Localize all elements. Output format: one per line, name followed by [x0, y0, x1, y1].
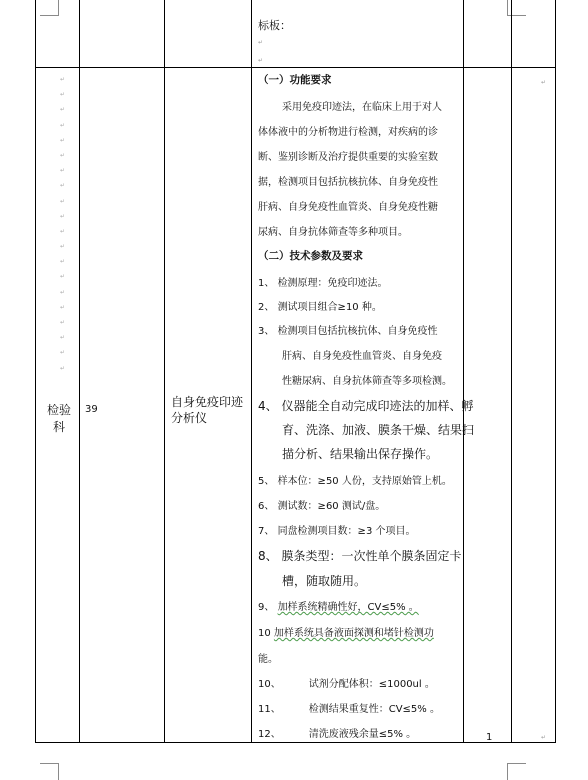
param-no: 8、: [258, 549, 278, 563]
function-line-2: 体体液中的分析物进行检测，对疾病的诊: [258, 127, 438, 138]
row-line-2: [35, 742, 556, 743]
pmark: ↵: [60, 197, 66, 205]
quantity: 1: [486, 732, 493, 743]
param-text: 试剂分配体积：≤1000ul 。: [308, 679, 435, 690]
param-text: 仪器能全自动完成印迹法的加样、孵: [281, 399, 474, 413]
crop-mark-bottom-left-h: [40, 763, 59, 764]
param-10: [258, 624, 434, 639]
param-no: 6、: [258, 501, 275, 512]
crop-mark-bottom-right: [507, 763, 508, 780]
param-12: [258, 725, 416, 740]
param-4-line-3: 描分析、结果输出保存操作。: [282, 447, 439, 461]
param-5: [258, 472, 452, 487]
crop-mark-top-right-h: [507, 15, 526, 16]
param-no: 11、: [258, 704, 281, 715]
department-cell: [44, 402, 74, 436]
param-3: [258, 322, 438, 337]
param-text: 加样系统精确性好，CV≤5% 。: [277, 602, 419, 613]
pmark: ↵: [60, 151, 66, 159]
param-no: 7、: [258, 526, 275, 537]
pmark: ↵: [60, 303, 66, 311]
param-8: [258, 547, 461, 564]
col-line-6: [511, 0, 512, 743]
param-no: 2、: [258, 302, 275, 313]
param-11: [258, 700, 440, 715]
param-no: 4、: [258, 399, 278, 413]
pmark: ↵: [60, 121, 66, 129]
function-line-1: 采用免疫印迹法，在临床上用于对人: [282, 102, 442, 113]
param-text: 样本位：≥50 人份，支持原始管上机。: [277, 476, 452, 487]
param-no: 10: [258, 628, 271, 639]
pmark: ↵: [60, 364, 66, 372]
pmark: ↵: [60, 319, 66, 326]
paragraph-marks-column: [60, 76, 65, 380]
pmark: ↵: [60, 288, 66, 296]
param-no: 3、: [258, 326, 275, 337]
product-name: [171, 394, 243, 426]
top-row-mark-2: ↵: [258, 57, 264, 64]
row-line-1: [35, 67, 556, 68]
param-10-line-2: 能。: [258, 654, 278, 665]
function-line-6: 尿病、自身抗体筛查等多种项目。: [258, 227, 408, 238]
pmark: ↵: [60, 182, 66, 190]
function-line-5: 肝病、自身免疫性血管炎、自身免疫性糖: [258, 202, 438, 213]
col-line-4: [251, 0, 252, 743]
param-3-line-2: 肝病、自身免疫性血管炎、自身免疫: [282, 351, 442, 362]
col-line-5: [463, 0, 464, 743]
crop-mark-top-left-h: [40, 15, 59, 16]
crop-mark-bottom-right-h: [507, 763, 526, 764]
pmark: ↵: [60, 106, 66, 114]
pmark: ↵: [60, 212, 66, 220]
top-row-label: 标板：: [258, 19, 291, 32]
param-8-line-2: 槽，随取随用。: [282, 574, 367, 588]
col-line-7: [555, 0, 556, 743]
pmark: ↵: [60, 167, 66, 175]
param-text: 测试数：≥60 测试/盘。: [277, 501, 386, 512]
crop-mark-top-right: [507, 0, 508, 16]
param-text: 膜条类型：一次性单个膜条固定卡: [281, 549, 462, 563]
pmark: ↵: [60, 227, 66, 235]
crop-mark-bottom-left: [58, 763, 59, 780]
pmark: ↵: [60, 273, 66, 281]
function-line-3: 断、鉴别诊断及治疗提供重要的实验室数: [258, 152, 438, 163]
param-1: [258, 274, 388, 289]
pmark: ↵: [60, 349, 66, 357]
pmark: ↵: [60, 136, 66, 144]
pmark: ↵: [60, 258, 66, 266]
row-end-mark-bottom: ↵: [541, 734, 547, 741]
pmark: ↵: [60, 76, 66, 83]
department-line-2: 科: [52, 420, 65, 434]
param-text: 测试项目组合≥10 种。: [277, 302, 382, 313]
param-4-line-2: 育、洗涤、加液、膜条干燥、结果扫: [282, 423, 475, 437]
param-no: 1、: [258, 278, 275, 289]
param-no: 12、: [258, 729, 281, 740]
param-no: 10、: [258, 679, 281, 690]
col-line-1: [35, 0, 36, 743]
department-line-1: 检验: [46, 403, 71, 417]
heading-params: （二）技术参数及要求: [258, 250, 363, 262]
param-10b: [258, 675, 435, 690]
pmark: ↵: [60, 243, 66, 251]
function-line-4: 据，检测项目包括抗核抗体、自身免疫性: [258, 177, 438, 188]
top-row-mark-1: ↵: [258, 39, 264, 46]
param-7: [258, 522, 415, 537]
pmark: ↵: [60, 91, 66, 99]
param-9: [258, 598, 419, 613]
param-text: 检测项目包括抗核抗体、自身免疫性: [277, 326, 438, 337]
crop-mark-top-left: [58, 0, 59, 16]
row-end-mark: ↵: [541, 79, 547, 86]
param-text: 加样系统具备液面探测和堵针检测功: [273, 628, 434, 639]
pmark: ↵: [60, 334, 66, 342]
param-no: 5、: [258, 476, 275, 487]
param-no: 9、: [258, 602, 275, 613]
param-text: 清洗废液残余量≤5% 。: [308, 729, 417, 740]
product-name-line-2: 分析仪: [171, 411, 208, 425]
param-4: [258, 397, 473, 414]
param-text: 检测原理：免疫印迹法。: [277, 278, 388, 289]
product-name-line-1: 自身免疫印迹: [171, 395, 244, 409]
item-number: 39: [85, 404, 98, 415]
param-text: 同盘检测项目数：≥3 个项目。: [277, 526, 416, 537]
param-6: [258, 497, 385, 512]
param-text: 检测结果重复性：CV≤5% 。: [308, 704, 440, 715]
col-line-3: [164, 0, 165, 743]
heading-function: （一）功能要求: [258, 74, 332, 86]
param-2: [258, 298, 382, 313]
param-3-line-3: 性糖尿病、自身抗体筛查等多项检测。: [282, 376, 452, 387]
col-line-2: [79, 0, 80, 743]
